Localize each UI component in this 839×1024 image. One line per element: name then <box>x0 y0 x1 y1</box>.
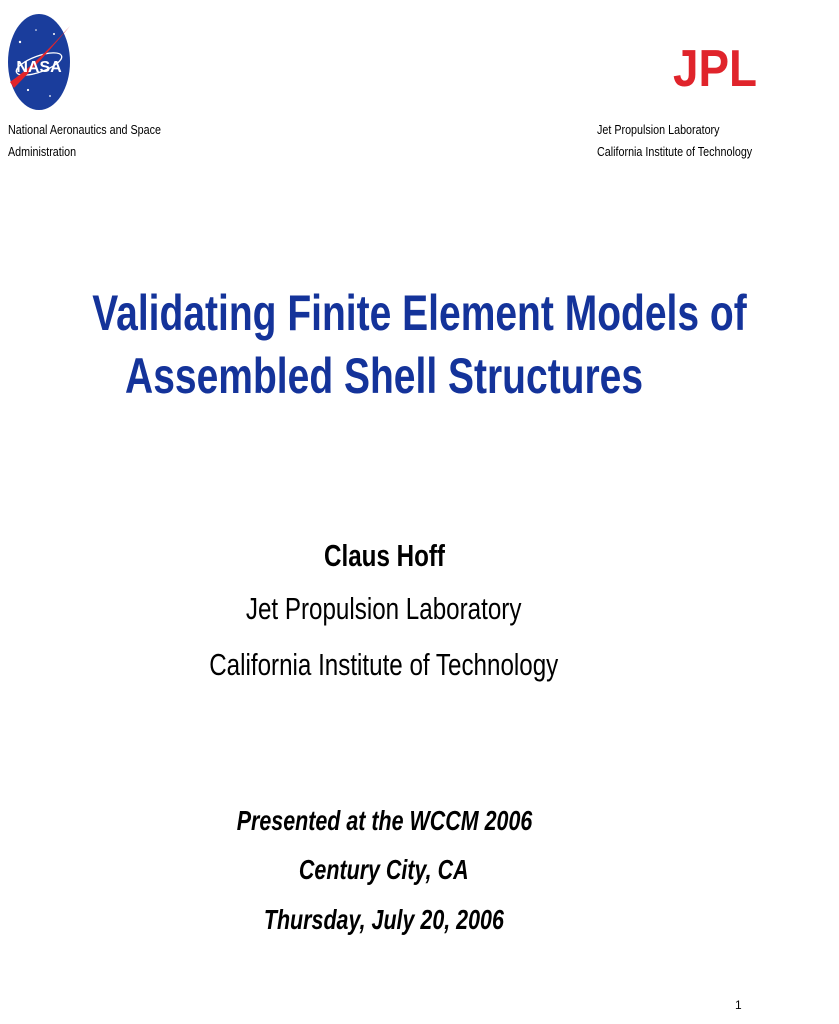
author-affiliation-row-2 <box>0 645 768 685</box>
header-right-lab <box>597 119 752 163</box>
nasa-logo <box>6 12 72 112</box>
presentation-location-row <box>0 850 768 890</box>
header-right-line1: Jet Propulsion Laboratory <box>597 123 720 137</box>
header-left-agency <box>8 119 161 163</box>
page-title <box>0 282 768 408</box>
author-affiliation-row-1 <box>0 589 768 629</box>
jpl-logo-text: JPL <box>673 40 757 98</box>
header-right-line2: California Institute of Technology <box>597 145 753 159</box>
author-affiliation-institute: California Institute of Technology <box>209 647 559 682</box>
header-left-line2: Administration <box>8 145 77 159</box>
author-name-row <box>0 536 768 576</box>
page-number: 1 <box>735 998 742 1012</box>
presentation-location: Century City, CA <box>299 854 469 885</box>
jpl-logo <box>672 40 758 98</box>
author-affiliation-lab: Jet Propulsion Laboratory <box>246 591 522 626</box>
presentation-venue-row <box>0 801 768 841</box>
presentation-date: Thursday, July 20, 2006 <box>263 904 505 935</box>
presentation-date-row <box>0 900 768 940</box>
title-line2: Assembled Shell Structures <box>124 348 644 404</box>
title-line1: Validating Finite Element Models of <box>92 285 747 341</box>
header-left-line1: National Aeronautics and Space <box>8 123 161 137</box>
nasa-meatball-icon <box>6 12 72 112</box>
nasa-logo-text: NASA <box>16 59 62 76</box>
jpl-logo-icon <box>672 40 758 98</box>
presentation-venue: Presented at the WCCM 2006 <box>236 805 532 836</box>
author-name: Claus Hoff <box>323 538 445 573</box>
